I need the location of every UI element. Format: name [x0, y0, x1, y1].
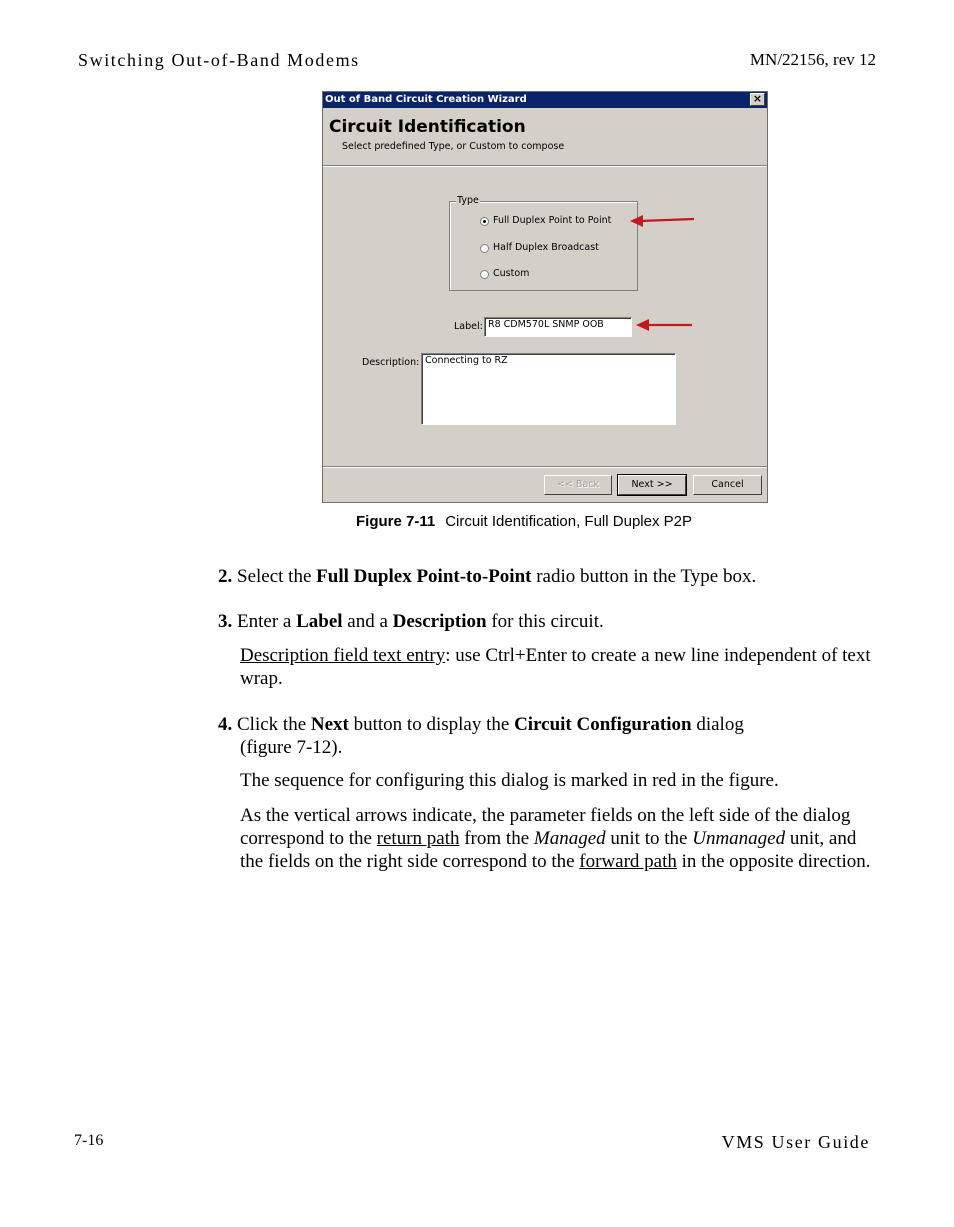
step-4-paragraph-1: The sequence for configuring this dialog is marked in red in the figure.: [240, 770, 779, 791]
wizard-banner: [323, 108, 767, 165]
figure-number: Figure 7-11: [356, 513, 436, 530]
step-3-note: [240, 644, 880, 690]
step-2: [218, 565, 756, 588]
step-text: dialog: [691, 714, 744, 735]
note-term: Description field text entry: [240, 645, 446, 666]
banner-divider: [323, 165, 767, 167]
type-group-legend: Type: [457, 195, 479, 206]
para-text: in the opposite direction.: [676, 851, 871, 872]
running-header-title: Switching Out-of-Band Modems: [78, 50, 360, 70]
radio-label: Half Duplex Broadcast: [493, 242, 599, 253]
close-icon: ×: [752, 92, 763, 105]
para-text: from the: [459, 828, 534, 849]
para-text: unit, and the fields on the right side correspond to the: [240, 828, 857, 872]
step-text: for this circuit.: [486, 611, 604, 632]
para-italic: Unmanaged: [692, 828, 786, 849]
footer-divider: [323, 466, 767, 468]
cancel-button[interactable]: Cancel: [693, 475, 762, 495]
para-italic: Managed: [533, 828, 606, 849]
step-text-bold: Next: [310, 714, 349, 735]
dialog-titlebar: [323, 92, 767, 108]
para-term: return path: [376, 828, 460, 849]
next-button[interactable]: Next >>: [618, 475, 686, 495]
step-text: radio button in the Type box.: [531, 566, 757, 587]
radio-indicator-selected[interactable]: [480, 217, 489, 226]
step-text: and a: [342, 611, 393, 632]
note-text: : use Ctrl+Enter to create a new line independent of text wrap.: [240, 645, 871, 689]
step-text: button to display the: [348, 714, 515, 735]
description-field-label: Description:: [362, 357, 420, 368]
wizard-heading: Circuit Identification: [329, 117, 526, 137]
red-arrow-icon: [634, 314, 696, 336]
step-text-bold: Label: [296, 611, 343, 632]
step-4-continuation: (figure 7-12).: [240, 737, 343, 758]
wizard-dialog: [322, 91, 768, 503]
description-textarea[interactable]: Connecting to RZ: [421, 353, 676, 425]
step-text: Select the: [237, 566, 317, 587]
para-text: unit to the: [605, 828, 693, 849]
dialog-title: Out of Band Circuit Creation Wizard: [325, 94, 527, 105]
step-4-paragraph-2: [240, 804, 876, 873]
step-text-bold: Circuit Configuration: [514, 714, 692, 735]
page-number: 7-16: [74, 1132, 104, 1149]
para-text: As the vertical arrows indicate, the parameter fields on the left side of the dialog correspond to the: [240, 805, 851, 849]
figure-caption-text: Circuit Identification, Full Duplex P2P: [445, 513, 692, 530]
radio-label: Custom: [493, 268, 530, 279]
step-number: 2.: [218, 566, 233, 587]
back-button[interactable]: << Back: [544, 475, 612, 495]
radio-label: Full Duplex Point to Point: [493, 215, 612, 226]
step-text: Enter a: [237, 611, 297, 632]
step-4: [218, 713, 744, 736]
figure-caption: [356, 513, 692, 530]
radio-indicator[interactable]: [480, 244, 489, 253]
label-field-label: Label:: [454, 321, 483, 332]
wizard-subheading: Select predefined Type, or Custom to compose: [342, 141, 565, 152]
radio-indicator[interactable]: [480, 270, 489, 279]
step-3: [218, 610, 604, 633]
type-groupbox: [449, 195, 638, 291]
step-text: Click the: [237, 714, 311, 735]
step-number: 4.: [218, 714, 233, 735]
close-button[interactable]: [750, 93, 765, 106]
running-footer-title: VMS User Guide: [721, 1132, 870, 1152]
para-term: forward path: [579, 851, 677, 872]
step-number: 3.: [218, 611, 233, 632]
running-header-docnum: MN/22156, rev 12: [749, 50, 876, 69]
step-text-bold: Full Duplex Point-to-Point: [316, 566, 532, 587]
step-text-bold: Description: [392, 611, 487, 632]
red-arrow-icon: [628, 210, 698, 232]
label-input[interactable]: R8 CDM570L SNMP OOB: [484, 317, 632, 337]
